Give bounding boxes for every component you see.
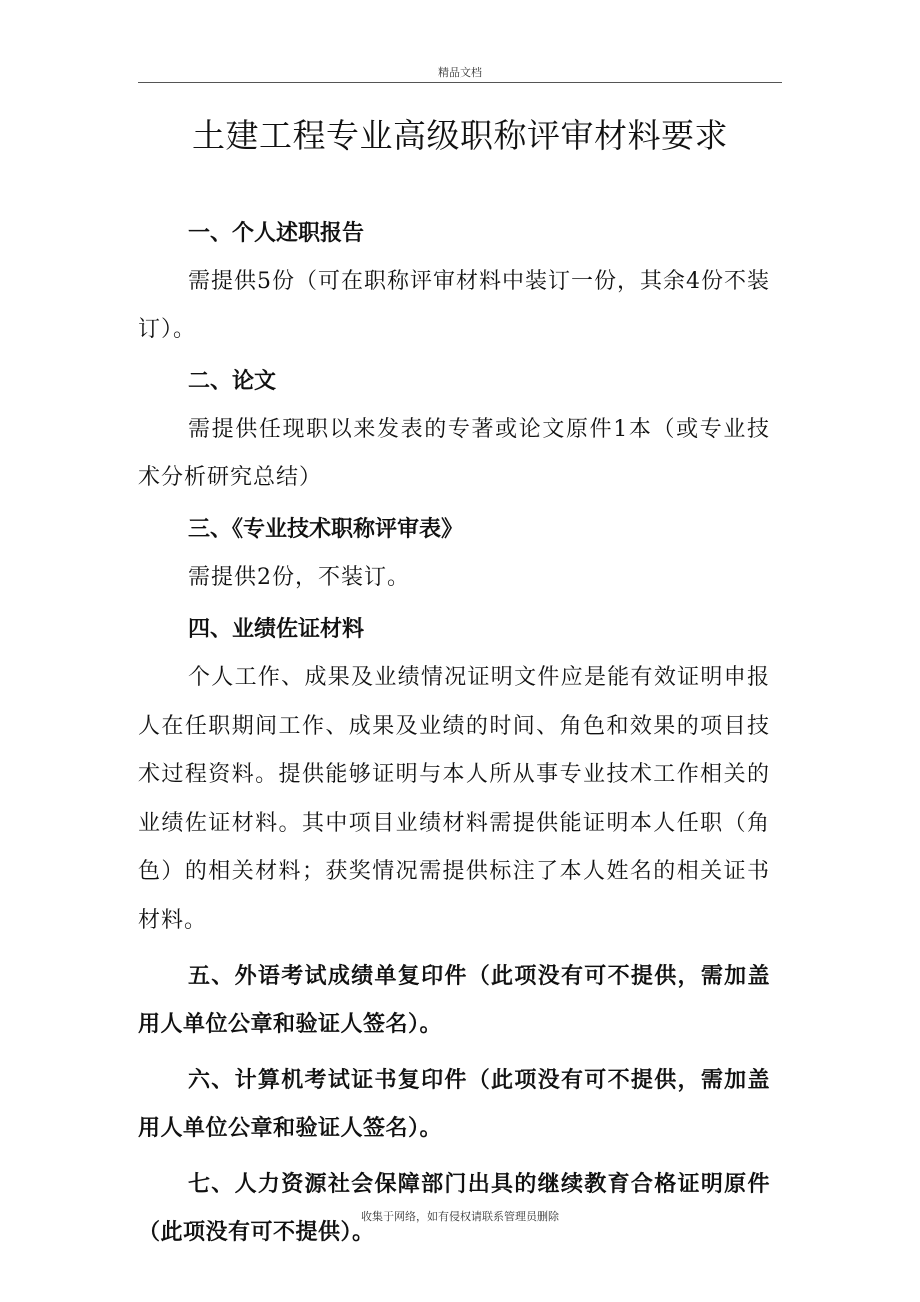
requirement-item-5: 五、外语考试成绩单复印件（此项没有可不提供，需加盖用人单位公章和验证人签名）。 <box>138 964 770 1037</box>
footer-label: 收集于网络，如有侵权请联系管理员删除 <box>361 1210 559 1223</box>
section-heading-1: 一、个人述职报告 <box>188 221 365 246</box>
section-heading-4: 四、业绩佐证材料 <box>188 617 365 642</box>
section-body-3: 需提供2份，不装订。 <box>188 565 410 590</box>
section-heading-2: 二、论文 <box>188 369 277 394</box>
section-body-1: 需提供5份（可在职称评审材料中装订一份，其余4份不装订）。 <box>138 269 770 342</box>
section-heading-3: 三、《专业技术职称评审表》 <box>188 517 464 542</box>
header-label: 精品文档 <box>438 66 482 79</box>
document-title: 土建工程专业高级职称评审材料要求 <box>192 116 728 155</box>
requirement-item-6: 六、计算机考试证书复印件（此项没有可不提供，需加盖用人单位公章和验证人签名）。 <box>138 1068 770 1141</box>
requirement-item-7: 七、人力资源社会保障部门出具的继续教育合格证明原件（此项没有可不提供）。 <box>138 1172 770 1245</box>
section-body-4: 个人工作、成果及业绩情况证明文件应是能有效证明申报人在任职期间工作、成果及业绩的时间、角色和效果的项目技术过程资料。提供能够证明与本人所从事专业技术工作相关的业绩佐证材料。其中项目业绩材料需提供能证明本人任职（角色）的相关材料；获奖情况需提供标注了本人姓名的相关证书材料。 <box>138 665 770 933</box>
header-divider <box>138 82 782 83</box>
section-body-2: 需提供任现职以来发表的专著或论文原件1本（或专业技术分析研究总结） <box>138 417 770 490</box>
document-body <box>138 210 770 1257</box>
